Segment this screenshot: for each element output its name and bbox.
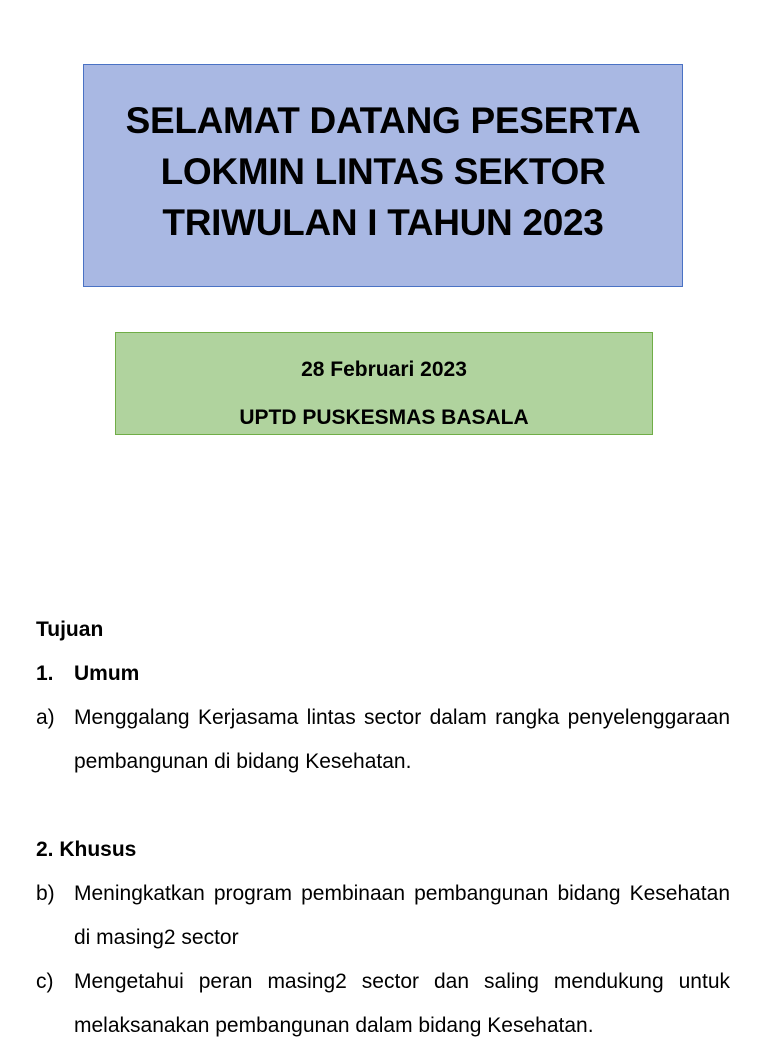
event-date: 28 Februari 2023 bbox=[301, 358, 467, 381]
list-item bbox=[36, 696, 730, 784]
specific-heading: 2. Khusus bbox=[36, 838, 137, 861]
list-item-text: Meningkatkan program pembinaan pembangunan bidang Kesehatan di masing2 sector bbox=[74, 882, 730, 949]
list-item-marker: c) bbox=[36, 970, 54, 993]
general-label: Umum bbox=[74, 662, 140, 685]
section-heading: Tujuan bbox=[36, 618, 104, 641]
page-title: SELAMAT DATANG PESERTA LOKMIN LINTAS SEKTOR TRIWULAN I TAHUN 2023 bbox=[125, 100, 641, 243]
general-number: 1. bbox=[36, 662, 54, 685]
list-item bbox=[36, 960, 730, 1048]
list-item-marker: a) bbox=[36, 706, 55, 729]
list-item bbox=[36, 872, 730, 960]
subtitle-banner bbox=[115, 332, 653, 435]
title-banner bbox=[83, 64, 683, 287]
list-item-text: Mengetahui peran masing2 sector dan saling mendukung untuk melaksanakan pembangunan dalam bidang Kesehatan. bbox=[74, 970, 730, 1037]
general-heading bbox=[36, 652, 730, 696]
list-item-marker: b) bbox=[36, 882, 55, 905]
organization-name: UPTD PUSKESMAS BASALA bbox=[239, 406, 529, 429]
list-item-text: Menggalang Kerjasama lintas sector dalam rangka penyelenggaraan pembangunan di bidang Kesehatan. bbox=[74, 706, 730, 773]
